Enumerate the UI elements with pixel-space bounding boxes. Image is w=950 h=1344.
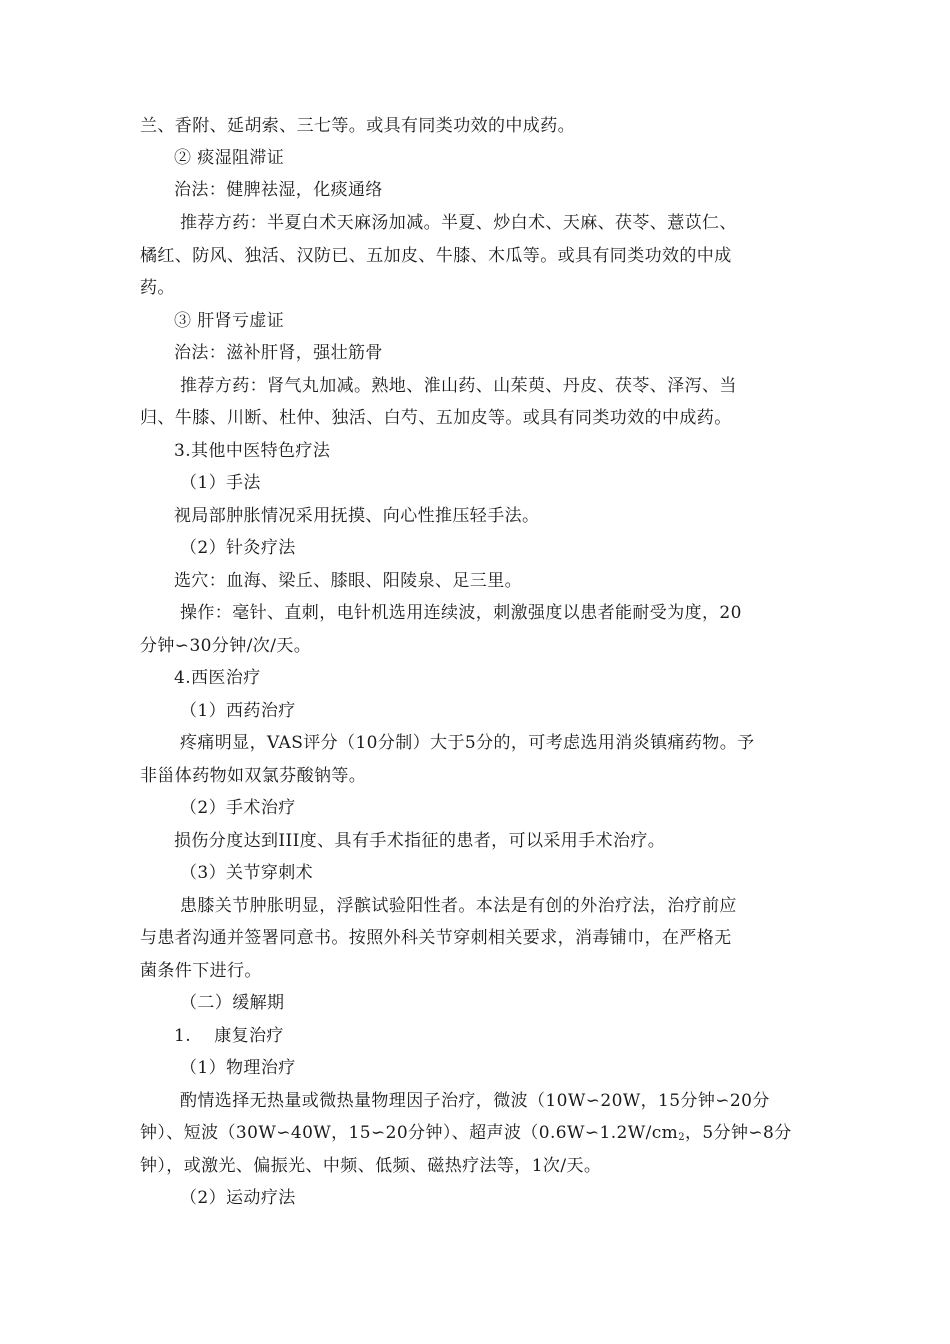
text-line-zhifa-2: 治法：滋补肝肾，强壮筋骨 xyxy=(174,343,383,363)
text-line-caozuo: 操作：毫针、直刺，电针机选用连续波，刺激强度以患者能耐受为度，20 xyxy=(180,603,742,623)
text-line-xuanxue: 选穴：血海、梁丘、膝眼、阳陵泉、足三里。 xyxy=(174,571,522,591)
heading-zhenjiu: （2）针灸疗法 xyxy=(180,538,296,558)
text-line-continued-1: 橘红、防风、独活、汉防已、五加皮、牛膝、木瓜等。或具有同类功效的中成 xyxy=(140,246,732,266)
text-line-continued-6: 与患者沟通并签署同意书。按照外科关节穿刺相关要求，消毒铺巾，在严格无 xyxy=(140,928,732,948)
text-line-continued-9: 钟），或激光、偏振光、中频、低频、磁热疗法等，1次/天。 xyxy=(140,1156,602,1176)
text-line-continued-2: 药。 xyxy=(140,278,175,298)
text-line-zhuoqing: 酌情选择无热量或微热量物理因子治疗，微波（10W∽20W，15分钟∽20分 xyxy=(180,1091,770,1111)
heading-tanshi-zuzhi: ② 痰湿阻滞证 xyxy=(174,148,285,168)
text-line-continued-5: 非甾体药物如双氯芬酸钠等。 xyxy=(140,766,367,786)
text-line-huanxi: 患膝关节肿胀明显，浮髌试验阳性者。本法是有创的外治疗法，治疗前应 xyxy=(180,896,737,916)
heading-kangfu: 1. 康复治疗 xyxy=(174,1026,284,1046)
subscript-2: 2 xyxy=(678,1132,685,1143)
heading-section-4: 4.西医治疗 xyxy=(174,668,261,688)
heading-xiyao: （1）西药治疗 xyxy=(180,701,296,721)
heading-huanjieqi: （二）缓解期 xyxy=(180,993,285,1013)
text-span-chaoshengbo: 钟）、短波（30W∽40W，15∽20分钟）、超声波（0.6W∽1.2W/cm xyxy=(140,1123,679,1143)
heading-ganshen-kuixu: ③ 肝肾亏虚证 xyxy=(174,311,285,331)
text-line-sunshang: 损伤分度达到III度、具有手术指征的患者，可以采用手术治疗。 xyxy=(174,831,666,851)
text-line-1: 兰、香附、延胡索、三七等。或具有同类功效的中成药。 xyxy=(140,116,575,136)
text-line-shoufa: 视局部肿胀情况采用抚摸、向心性推压轻手法。 xyxy=(174,506,540,526)
text-line-continued-3: 归、牛膝、川断、杜仲、独活、白芍、五加皮等。或具有同类功效的中成药。 xyxy=(140,408,732,428)
heading-section-3: 3.其他中医特色疗法 xyxy=(174,441,331,461)
text-line-continued-8 xyxy=(140,1122,820,1149)
text-span-fenzhong: ，5分钟∽8分 xyxy=(684,1123,792,1143)
text-line-tengtong: 疼痛明显，VAS评分（10分制）大于5分的，可考虑选用消炎镇痛药物。予 xyxy=(180,733,755,753)
text-line-tuijian-1: 推荐方药：半夏白术天麻汤加减。半夏、炒白术、天麻、茯苓、薏苡仁、 xyxy=(180,213,737,233)
heading-yundong: （2）运动疗法 xyxy=(180,1188,296,1208)
heading-shoufa: （1）手法 xyxy=(180,473,261,493)
text-line-continued-4: 分钟∽30分钟/次/天。 xyxy=(140,636,312,656)
heading-shoushu: （2）手术治疗 xyxy=(180,798,296,818)
text-line-tuijian-2: 推荐方药：肾气丸加减。熟地、淮山药、山茱萸、丹皮、茯苓、泽泻、当 xyxy=(180,376,737,396)
text-line-zhifa-1: 治法：健脾祛湿，化痰通络 xyxy=(174,180,383,200)
heading-chuanci: （3）关节穿刺术 xyxy=(180,863,314,883)
text-line-continued-7: 菌条件下进行。 xyxy=(140,961,262,981)
heading-wuli: （1）物理治疗 xyxy=(180,1058,296,1078)
